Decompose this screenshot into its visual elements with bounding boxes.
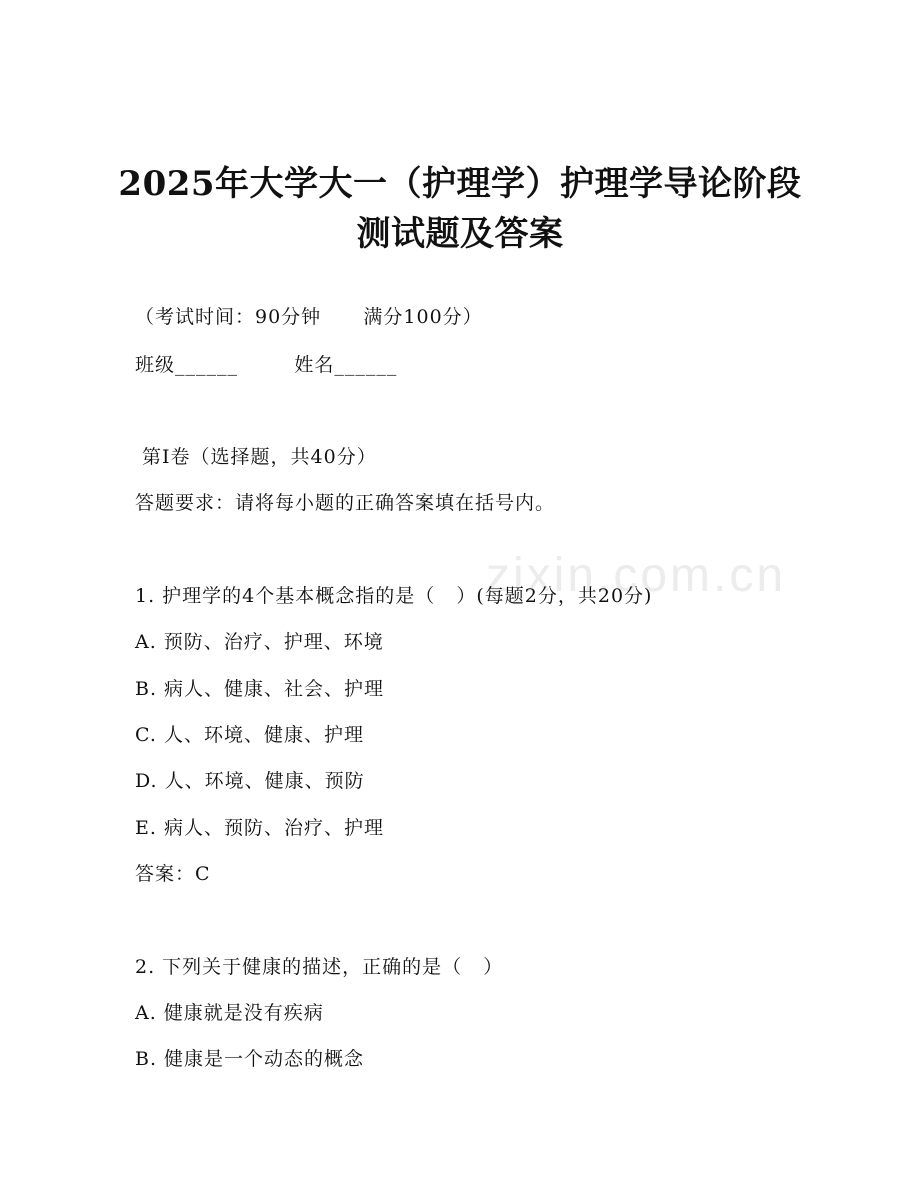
question-2-option-b: B. 健康是一个动态的概念	[135, 1048, 365, 1070]
question-1-answer: 答案：C	[135, 863, 211, 885]
class-name-fields: 班级______ 姓名______	[135, 354, 398, 376]
document-title-line-1: 2025年大学大一（护理学）护理学导论阶段	[118, 164, 802, 204]
question-1-option-e: E. 病人、预防、治疗、护理	[135, 817, 384, 839]
question-1-option-c: C. 人、环境、健康、护理	[135, 724, 364, 746]
question-1-option-d: D. 人、环境、健康、预防	[135, 770, 365, 792]
watermark: zixin.com.cn	[486, 549, 787, 602]
question-2-stem: 2. 下列关于健康的描述，正确的是（ ）	[135, 956, 504, 978]
question-1-option-b: B. 病人、健康、社会、护理	[135, 678, 385, 700]
question-1-stem: 1. 护理学的4个基本概念指的是（ ）(每题2分，共20分)	[135, 585, 653, 607]
document-title-line-2: 测试题及答案	[356, 214, 564, 254]
instructions: 答题要求：请将每小题的正确答案填在括号内。	[135, 492, 556, 514]
question-2-option-a: A. 健康就是没有疾病	[135, 1002, 324, 1024]
exam-info: （考试时间：90分钟 满分100分）	[135, 306, 483, 328]
section-header: 第I卷（选择题，共40分）	[135, 446, 377, 468]
question-1-option-a: A. 预防、治疗、护理、环境	[135, 631, 384, 653]
